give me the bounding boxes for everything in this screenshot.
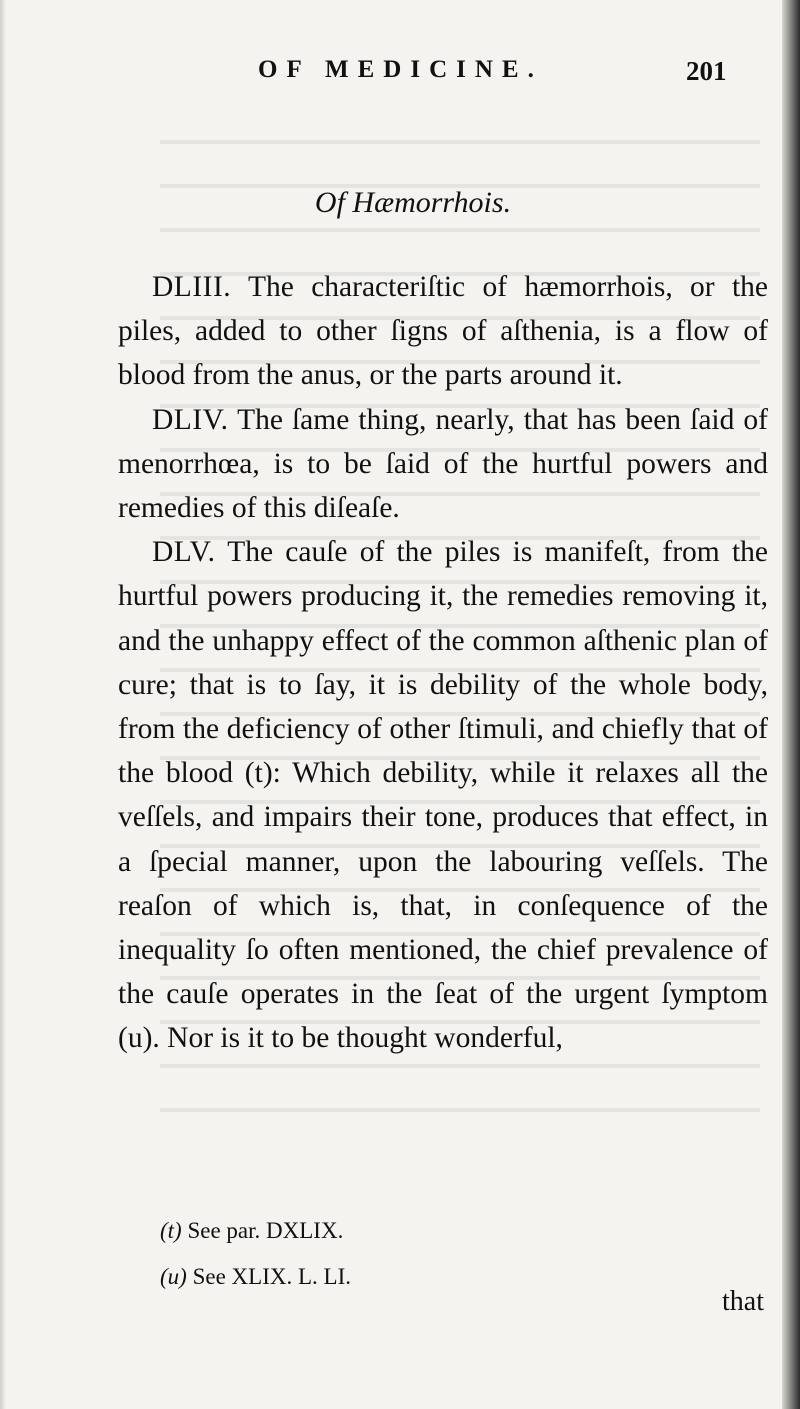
paragraph [118,398,768,531]
running-head: OF MEDICINE. [258,56,543,83]
paragraph-text: The cauſe of the piles is manifeſt, from the hurtful powers producing it, the remedies removing it, and the unhappy effect of the common aſthenic plan of cure; that is to ſay, it is debility of the whole body, from the deficiency of other ſtimuli, and chiefly that of the blood (t): Which debility, while it relaxes all the veſſels, and impairs their tone, produces that effect, in a ſpecial manner, upon the labouring veſſels. The reaſon of which is, that, in conſequence of the inequality ſo often mentioned, the chief prevalence of the cauſe operates in the ſeat of the urgent ſymptom (u). Nor is it to be thought wonderful, [118,536,769,1055]
paragraph-text: The characteriſtic of hæmorrhois, or the piles, added to other ſigns of aſthenia, is a flow of blood from the anus, or the parts around it. [118,271,769,392]
paragraph-number: DLIV. [152,403,229,436]
page-number: 201 [686,56,727,86]
page-right-edge [782,0,800,1409]
paragraph-text: The ſame thing, nearly, that has been ſaid of menorrhœa, is to be ſaid of the hurtful powers and remedies of this diſeaſe. [118,403,768,525]
footnote [160,1254,720,1300]
body-text [118,265,768,1061]
section-title: Of Hæmorrhois. [314,186,512,219]
catchword: that [722,1286,764,1317]
paragraph-number: DLV. [152,536,216,569]
footnote [160,1208,720,1254]
footnote-text: See XLIX. L. LI. [192,1264,351,1289]
footnote-mark: (t) [160,1218,182,1243]
footnote-mark: (u) [160,1264,187,1289]
paragraph-number: DLIII. [152,271,232,303]
paragraph [118,530,768,1060]
footnote-text: See par. DXLIX. [187,1218,344,1243]
footnotes [160,1208,720,1300]
page-header [0,56,800,96]
paragraph [118,265,768,398]
